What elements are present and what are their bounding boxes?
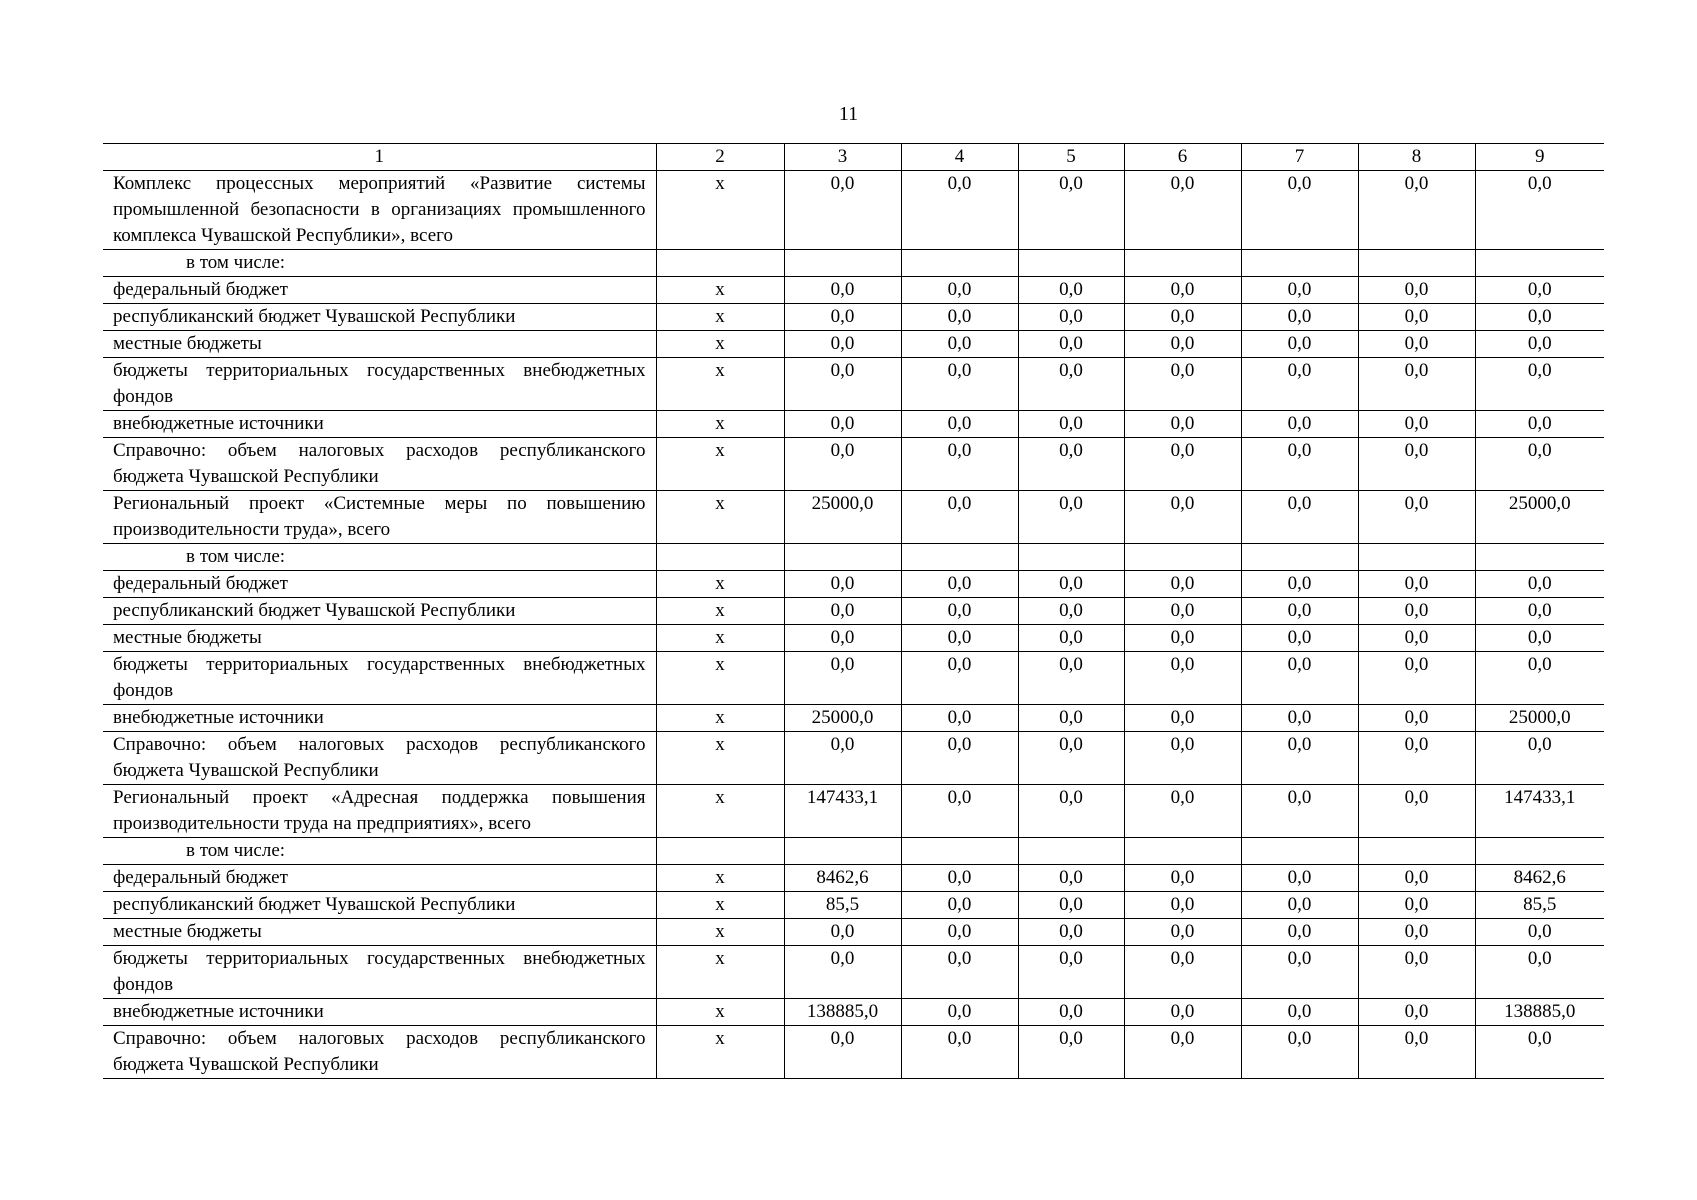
- value-cell: 25000,0: [1475, 491, 1604, 544]
- value-cell: 0,0: [901, 625, 1018, 652]
- code-cell: x: [656, 946, 784, 999]
- value-cell: [1241, 544, 1358, 571]
- value-cell: 25000,0: [784, 705, 901, 732]
- value-cell: 0,0: [1241, 892, 1358, 919]
- value-cell: [784, 250, 901, 277]
- code-cell: x: [656, 892, 784, 919]
- table-row: [103, 491, 1604, 544]
- table-row: [103, 625, 1604, 652]
- value-cell: 0,0: [1241, 358, 1358, 411]
- value-cell: 0,0: [1241, 438, 1358, 491]
- value-cell: 0,0: [1124, 785, 1241, 838]
- value-cell: 0,0: [901, 571, 1018, 598]
- value-cell: 0,0: [1475, 946, 1604, 999]
- value-cell: [901, 250, 1018, 277]
- code-cell: x: [656, 438, 784, 491]
- value-cell: 0,0: [784, 652, 901, 705]
- value-cell: [1358, 250, 1475, 277]
- value-cell: 0,0: [784, 571, 901, 598]
- row-label: республиканский бюджет Чувашской Республики: [103, 892, 656, 919]
- value-cell: 0,0: [1358, 652, 1475, 705]
- table-row: [103, 331, 1604, 358]
- value-cell: 0,0: [1475, 438, 1604, 491]
- value-cell: [1358, 544, 1475, 571]
- row-label: в том числе:: [103, 838, 656, 865]
- row-label: Региональный проект «Адресная поддержка повышения производительности труда на предприятиях», всего: [103, 785, 656, 838]
- subheading-row: [103, 544, 1604, 571]
- value-cell: 0,0: [1124, 732, 1241, 785]
- value-cell: 0,0: [1018, 171, 1124, 250]
- value-cell: [1358, 838, 1475, 865]
- value-cell: 0,0: [1358, 411, 1475, 438]
- value-cell: 0,0: [1358, 999, 1475, 1026]
- value-cell: [1124, 838, 1241, 865]
- value-cell: 0,0: [1241, 705, 1358, 732]
- table-row: [103, 304, 1604, 331]
- value-cell: 0,0: [1018, 785, 1124, 838]
- table-row: [103, 358, 1604, 411]
- value-cell: 0,0: [1124, 491, 1241, 544]
- row-label: Справочно: объем налоговых расходов республиканского бюджета Чувашской Республики: [103, 1026, 656, 1079]
- value-cell: 0,0: [784, 304, 901, 331]
- code-cell: x: [656, 785, 784, 838]
- table-row: [103, 411, 1604, 438]
- value-cell: 0,0: [1018, 652, 1124, 705]
- value-cell: 0,0: [1358, 705, 1475, 732]
- row-label: в том числе:: [103, 250, 656, 277]
- value-cell: 0,0: [784, 1026, 901, 1079]
- table-row: [103, 598, 1604, 625]
- value-cell: 0,0: [1241, 785, 1358, 838]
- value-cell: 0,0: [901, 785, 1018, 838]
- value-cell: 0,0: [1018, 304, 1124, 331]
- value-cell: [1124, 544, 1241, 571]
- value-cell: 0,0: [1241, 411, 1358, 438]
- row-label: бюджеты территориальных государственных внебюджетных фондов: [103, 358, 656, 411]
- value-cell: 0,0: [784, 625, 901, 652]
- value-cell: [901, 838, 1018, 865]
- value-cell: 0,0: [901, 705, 1018, 732]
- value-cell: 0,0: [1358, 358, 1475, 411]
- value-cell: 0,0: [784, 946, 901, 999]
- row-label: Региональный проект «Системные меры по повышению производительности труда», всего: [103, 491, 656, 544]
- value-cell: 0,0: [901, 1026, 1018, 1079]
- value-cell: [1124, 250, 1241, 277]
- row-label: республиканский бюджет Чувашской Республики: [103, 304, 656, 331]
- value-cell: 0,0: [1358, 625, 1475, 652]
- value-cell: 0,0: [1018, 705, 1124, 732]
- row-label: местные бюджеты: [103, 625, 656, 652]
- value-cell: [901, 544, 1018, 571]
- value-cell: 0,0: [1475, 411, 1604, 438]
- value-cell: [1475, 250, 1604, 277]
- table-row: [103, 999, 1604, 1026]
- table-row: [103, 1026, 1604, 1079]
- table-row: [103, 571, 1604, 598]
- budget-table: [103, 143, 1604, 1079]
- code-cell: x: [656, 171, 784, 250]
- value-cell: 0,0: [1241, 277, 1358, 304]
- value-cell: 0,0: [784, 438, 901, 491]
- value-cell: 0,0: [1475, 171, 1604, 250]
- row-label: федеральный бюджет: [103, 277, 656, 304]
- value-cell: [784, 838, 901, 865]
- value-cell: 0,0: [1475, 571, 1604, 598]
- value-cell: 0,0: [1124, 652, 1241, 705]
- value-cell: 0,0: [901, 732, 1018, 785]
- value-cell: 0,0: [784, 598, 901, 625]
- row-label: в том числе:: [103, 544, 656, 571]
- value-cell: 0,0: [1124, 331, 1241, 358]
- table-row: [103, 892, 1604, 919]
- value-cell: 0,0: [1241, 865, 1358, 892]
- value-cell: 138885,0: [1475, 999, 1604, 1026]
- value-cell: 0,0: [1241, 571, 1358, 598]
- value-cell: 0,0: [1241, 919, 1358, 946]
- value-cell: 0,0: [1124, 865, 1241, 892]
- code-cell: x: [656, 732, 784, 785]
- value-cell: 0,0: [901, 438, 1018, 491]
- value-cell: 0,0: [1124, 438, 1241, 491]
- code-cell: [656, 838, 784, 865]
- value-cell: 0,0: [901, 411, 1018, 438]
- code-cell: x: [656, 1026, 784, 1079]
- value-cell: 0,0: [784, 411, 901, 438]
- value-cell: 0,0: [1018, 1026, 1124, 1079]
- value-cell: [1475, 544, 1604, 571]
- value-cell: 0,0: [1241, 598, 1358, 625]
- table-row: [103, 652, 1604, 705]
- value-cell: 0,0: [901, 919, 1018, 946]
- value-cell: 0,0: [1358, 304, 1475, 331]
- value-cell: 0,0: [901, 304, 1018, 331]
- value-cell: 0,0: [901, 865, 1018, 892]
- value-cell: 0,0: [1018, 411, 1124, 438]
- value-cell: 0,0: [1358, 919, 1475, 946]
- value-cell: 0,0: [1124, 358, 1241, 411]
- value-cell: 0,0: [1018, 438, 1124, 491]
- value-cell: 0,0: [1124, 892, 1241, 919]
- table-row: [103, 919, 1604, 946]
- value-cell: 0,0: [1358, 946, 1475, 999]
- value-cell: [1018, 544, 1124, 571]
- row-label: бюджеты территориальных государственных внебюджетных фондов: [103, 652, 656, 705]
- value-cell: 0,0: [1018, 865, 1124, 892]
- code-cell: x: [656, 304, 784, 331]
- table-row: [103, 171, 1604, 250]
- value-cell: 0,0: [901, 171, 1018, 250]
- value-cell: [1018, 838, 1124, 865]
- page-number: 11: [838, 103, 859, 125]
- value-cell: 0,0: [1241, 652, 1358, 705]
- value-cell: 0,0: [1241, 1026, 1358, 1079]
- value-cell: 0,0: [1475, 919, 1604, 946]
- subheading-row: [103, 838, 1604, 865]
- value-cell: 0,0: [1358, 1026, 1475, 1079]
- value-cell: 0,0: [901, 491, 1018, 544]
- value-cell: 0,0: [1018, 277, 1124, 304]
- value-cell: [1475, 838, 1604, 865]
- value-cell: 0,0: [1124, 1026, 1241, 1079]
- value-cell: 0,0: [1241, 171, 1358, 250]
- value-cell: 8462,6: [784, 865, 901, 892]
- code-cell: x: [656, 411, 784, 438]
- code-cell: x: [656, 865, 784, 892]
- column-number: 8: [1358, 144, 1475, 171]
- value-cell: 0,0: [1124, 705, 1241, 732]
- value-cell: 0,0: [1475, 277, 1604, 304]
- value-cell: 0,0: [1241, 946, 1358, 999]
- value-cell: 0,0: [1241, 491, 1358, 544]
- value-cell: 0,0: [1475, 652, 1604, 705]
- value-cell: 0,0: [1475, 598, 1604, 625]
- value-cell: 0,0: [1124, 999, 1241, 1026]
- value-cell: 0,0: [901, 999, 1018, 1026]
- column-number: 9: [1475, 144, 1604, 171]
- table-row: [103, 438, 1604, 491]
- code-cell: x: [656, 571, 784, 598]
- code-cell: [656, 250, 784, 277]
- table-row: [103, 705, 1604, 732]
- row-label: федеральный бюджет: [103, 865, 656, 892]
- value-cell: 0,0: [1475, 732, 1604, 785]
- value-cell: 0,0: [1475, 331, 1604, 358]
- value-cell: 0,0: [1358, 865, 1475, 892]
- row-label: Справочно: объем налоговых расходов республиканского бюджета Чувашской Республики: [103, 732, 656, 785]
- code-cell: x: [656, 491, 784, 544]
- column-number: 1: [103, 144, 656, 171]
- value-cell: 0,0: [1124, 304, 1241, 331]
- column-number: 4: [901, 144, 1018, 171]
- value-cell: 0,0: [784, 171, 901, 250]
- row-label: местные бюджеты: [103, 919, 656, 946]
- value-cell: 0,0: [1475, 304, 1604, 331]
- code-cell: x: [656, 919, 784, 946]
- value-cell: 0,0: [1018, 625, 1124, 652]
- column-number: 2: [656, 144, 784, 171]
- value-cell: 0,0: [1124, 946, 1241, 999]
- code-cell: x: [656, 331, 784, 358]
- value-cell: 25000,0: [1475, 705, 1604, 732]
- table-row: [103, 785, 1604, 838]
- value-cell: 0,0: [1124, 171, 1241, 250]
- value-cell: 0,0: [1475, 358, 1604, 411]
- value-cell: 147433,1: [1475, 785, 1604, 838]
- value-cell: 0,0: [1018, 892, 1124, 919]
- value-cell: [784, 544, 901, 571]
- value-cell: 147433,1: [784, 785, 901, 838]
- value-cell: 0,0: [1241, 304, 1358, 331]
- column-number-row: [103, 144, 1604, 171]
- value-cell: 0,0: [1124, 411, 1241, 438]
- value-cell: 85,5: [784, 892, 901, 919]
- value-cell: 138885,0: [784, 999, 901, 1026]
- value-cell: 0,0: [1358, 331, 1475, 358]
- table-body: [103, 144, 1604, 1079]
- table-row: [103, 277, 1604, 304]
- column-number: 5: [1018, 144, 1124, 171]
- row-label: внебюджетные источники: [103, 705, 656, 732]
- value-cell: 0,0: [1475, 1026, 1604, 1079]
- value-cell: 0,0: [784, 919, 901, 946]
- value-cell: [1018, 250, 1124, 277]
- column-number: 6: [1124, 144, 1241, 171]
- value-cell: 0,0: [1018, 491, 1124, 544]
- code-cell: x: [656, 999, 784, 1026]
- row-label: Комплекс процессных мероприятий «Развитие системы промышленной безопасности в организациях промышленного комплекса Чувашской Республики», всего: [103, 171, 656, 250]
- row-label: Справочно: объем налоговых расходов республиканского бюджета Чувашской Республики: [103, 438, 656, 491]
- value-cell: 0,0: [1241, 331, 1358, 358]
- row-label: внебюджетные источники: [103, 999, 656, 1026]
- value-cell: 0,0: [1018, 946, 1124, 999]
- value-cell: 0,0: [901, 892, 1018, 919]
- value-cell: 0,0: [1358, 438, 1475, 491]
- code-cell: x: [656, 358, 784, 411]
- column-number: 3: [784, 144, 901, 171]
- code-cell: x: [656, 705, 784, 732]
- value-cell: 0,0: [784, 331, 901, 358]
- row-label: республиканский бюджет Чувашской Республики: [103, 598, 656, 625]
- value-cell: 0,0: [901, 598, 1018, 625]
- value-cell: 0,0: [1018, 358, 1124, 411]
- value-cell: 0,0: [901, 946, 1018, 999]
- value-cell: 0,0: [784, 732, 901, 785]
- code-cell: [656, 544, 784, 571]
- code-cell: x: [656, 598, 784, 625]
- value-cell: 0,0: [784, 277, 901, 304]
- value-cell: 25000,0: [784, 491, 901, 544]
- value-cell: 0,0: [1358, 571, 1475, 598]
- value-cell: 0,0: [1018, 571, 1124, 598]
- value-cell: 0,0: [1018, 331, 1124, 358]
- value-cell: 8462,6: [1475, 865, 1604, 892]
- value-cell: 0,0: [1358, 171, 1475, 250]
- value-cell: 0,0: [784, 358, 901, 411]
- value-cell: 0,0: [1124, 571, 1241, 598]
- value-cell: 0,0: [1018, 919, 1124, 946]
- value-cell: 0,0: [1358, 785, 1475, 838]
- column-number: 7: [1241, 144, 1358, 171]
- value-cell: 0,0: [901, 652, 1018, 705]
- table-row: [103, 732, 1604, 785]
- value-cell: 0,0: [1124, 598, 1241, 625]
- value-cell: [1241, 250, 1358, 277]
- table-row: [103, 946, 1604, 999]
- value-cell: 0,0: [1241, 999, 1358, 1026]
- value-cell: 0,0: [1124, 625, 1241, 652]
- row-label: федеральный бюджет: [103, 571, 656, 598]
- value-cell: 0,0: [901, 277, 1018, 304]
- value-cell: 0,0: [901, 331, 1018, 358]
- value-cell: 0,0: [1018, 999, 1124, 1026]
- row-label: местные бюджеты: [103, 331, 656, 358]
- value-cell: 0,0: [1018, 598, 1124, 625]
- value-cell: 0,0: [1358, 491, 1475, 544]
- value-cell: 0,0: [1018, 732, 1124, 785]
- code-cell: x: [656, 625, 784, 652]
- code-cell: x: [656, 652, 784, 705]
- row-label: внебюджетные источники: [103, 411, 656, 438]
- value-cell: 0,0: [1358, 277, 1475, 304]
- value-cell: 85,5: [1475, 892, 1604, 919]
- code-cell: x: [656, 277, 784, 304]
- value-cell: 0,0: [1358, 598, 1475, 625]
- value-cell: 0,0: [1358, 892, 1475, 919]
- value-cell: 0,0: [1124, 277, 1241, 304]
- value-cell: 0,0: [1241, 625, 1358, 652]
- value-cell: 0,0: [1475, 625, 1604, 652]
- value-cell: 0,0: [1241, 732, 1358, 785]
- table-row: [103, 865, 1604, 892]
- subheading-row: [103, 250, 1604, 277]
- value-cell: 0,0: [901, 358, 1018, 411]
- value-cell: [1241, 838, 1358, 865]
- value-cell: 0,0: [1124, 919, 1241, 946]
- row-label: бюджеты территориальных государственных внебюджетных фондов: [103, 946, 656, 999]
- value-cell: 0,0: [1358, 732, 1475, 785]
